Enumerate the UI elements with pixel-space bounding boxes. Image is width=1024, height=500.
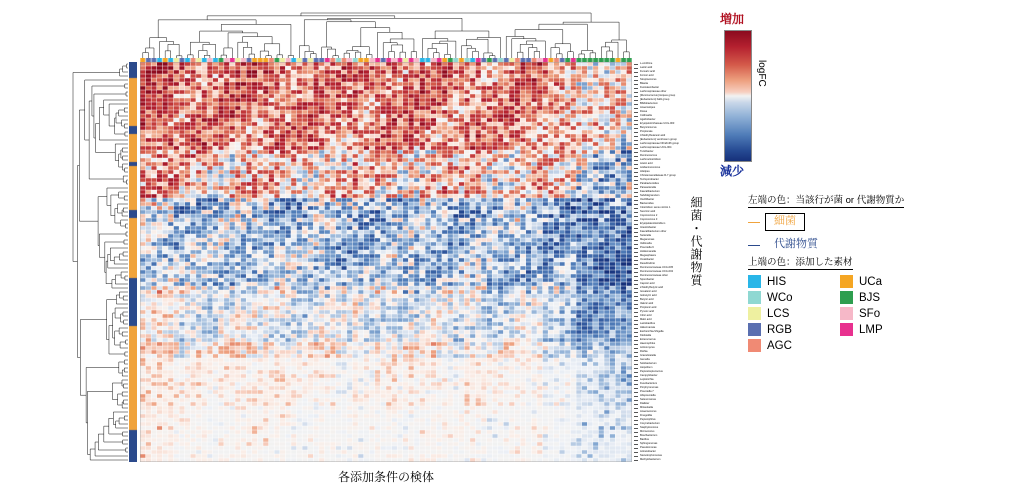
row-label: Oxalobacter — [640, 257, 654, 261]
row-tick — [634, 112, 638, 113]
row-label: Parasutterella — [640, 185, 657, 189]
row-tick — [634, 68, 638, 69]
row-tick — [634, 448, 638, 449]
color-swatch-icon — [840, 291, 853, 304]
col-legend-title: 上端の色：添加した素材 — [748, 254, 853, 270]
row-label: Stenotrophomonas — [640, 453, 662, 457]
row-tick — [634, 120, 638, 121]
color-swatch-icon — [840, 275, 853, 288]
row-tick — [634, 280, 638, 281]
row-tick — [634, 440, 638, 441]
row-tick — [634, 316, 638, 317]
row-tick — [634, 352, 638, 353]
row-tick — [634, 80, 638, 81]
row-label: Fumaric acid — [640, 69, 655, 73]
col-legend-item-agc — [748, 339, 826, 352]
row-tick — [634, 200, 638, 201]
row-tick — [634, 172, 638, 173]
column-dendrogram — [140, 10, 632, 58]
row-label: Faecalibacterium — [640, 189, 660, 193]
row-tick — [634, 272, 638, 273]
row-tick — [634, 160, 638, 161]
row-label: Staphylococcus — [640, 425, 659, 429]
row-dendrogram — [70, 62, 128, 462]
row-annotation-bar — [129, 62, 137, 462]
row-label: Isobutyric acid — [640, 293, 657, 297]
row-label: Akkermansia — [640, 325, 655, 329]
row-label: Collinsella — [640, 113, 652, 117]
color-swatch-icon — [840, 323, 853, 336]
row-label: Ruminococcaceae UCG-002 — [640, 269, 674, 273]
row-tick — [634, 300, 638, 301]
row-label: Alloprevotella — [640, 393, 656, 397]
row-label: [Ruminococcus] torques group — [640, 93, 676, 97]
row-label: Veillonella — [640, 241, 652, 245]
row-label: Butyric acid — [640, 297, 654, 301]
row-label: Megamonas — [640, 237, 655, 241]
row-label: Propionic acid — [640, 305, 657, 309]
row-label: 3-Methylbutanoic acid — [640, 133, 666, 137]
row-tick — [634, 228, 638, 229]
row-tick — [634, 88, 638, 89]
row-tick — [634, 380, 638, 381]
heatmap-canvas — [140, 62, 632, 462]
row-label: Leptotrichia — [640, 377, 654, 381]
row-label: Erysipelotrichaceae UCG-003 — [640, 121, 675, 125]
col-legend-item-bjs — [840, 291, 918, 304]
row-tick — [634, 72, 638, 73]
row-tick — [634, 328, 638, 329]
row-tick — [634, 76, 638, 77]
row-tick — [634, 208, 638, 209]
row-tick — [634, 332, 638, 333]
row-label: Atopobium — [640, 365, 653, 369]
row-tick — [634, 304, 638, 305]
row-label: Acetic acid — [640, 161, 653, 165]
row-tick — [634, 144, 638, 145]
dash-icon — [748, 245, 760, 246]
row-label: Christensenellaceae R-7 group — [640, 173, 676, 177]
row-tick — [634, 252, 638, 253]
row-tick — [634, 84, 638, 85]
row-tick — [634, 196, 638, 197]
row-tick — [634, 308, 638, 309]
row-label: Megasphaera — [640, 253, 656, 257]
row-label: Caproic acid — [640, 281, 655, 285]
row-label: Pseudomonas — [640, 445, 657, 449]
row-label: Haemophilus — [640, 341, 656, 345]
col-legend-item-sfo — [840, 307, 918, 320]
row-tick — [634, 444, 638, 445]
row-label: Agathobacter — [640, 117, 656, 121]
row-label: Lachnoclostridium — [640, 157, 661, 161]
row-label: Granulicatella — [640, 353, 656, 357]
row-label: Faecalibacterium other — [640, 229, 667, 233]
row-tick — [634, 92, 638, 93]
row-tick — [634, 220, 638, 221]
row-tick — [634, 140, 638, 141]
colorbar-bottom-label: 減少 — [720, 164, 745, 178]
row-label: Propionate — [640, 129, 653, 133]
row-label: Dorea — [640, 109, 648, 113]
col-legend-label: LMP — [859, 323, 883, 336]
row-tick — [634, 180, 638, 181]
row-label: Anaerococcus — [640, 409, 657, 413]
row-tick — [634, 212, 638, 213]
row-label: Oscillibacter — [640, 197, 655, 201]
col-legend-item-rgb — [748, 323, 826, 336]
row-tick — [634, 136, 638, 137]
row-label: Micrococcus — [640, 429, 655, 433]
row-tick — [634, 232, 638, 233]
row-label: Bacillus — [640, 437, 649, 441]
row-tick — [634, 260, 638, 261]
row-tick — [634, 256, 638, 257]
col-legend-label: SFo — [859, 307, 881, 320]
row-label: Acidaminococcus — [640, 165, 661, 169]
row-label: Clostridium sensu stricto 1 — [640, 205, 671, 209]
row-label: Isovaleric acid — [640, 289, 657, 293]
row-label: Bifidobacterium — [640, 101, 658, 105]
row-tick — [634, 168, 638, 169]
row-label: Peptoniphilus — [640, 417, 656, 421]
row-label: Subdoligranulum — [640, 193, 660, 197]
row-tick — [634, 236, 638, 237]
dash-icon — [748, 222, 760, 223]
row-tick — [634, 432, 638, 433]
color-swatch-icon — [748, 339, 761, 352]
row-label: Dialister — [640, 401, 650, 405]
x-axis-title: 各添加条件の検体 — [337, 470, 434, 484]
row-tick — [634, 456, 638, 457]
col-legend-item-lmp — [840, 323, 918, 336]
row-label: [Eubacterium] ventriosum group — [640, 137, 677, 141]
row-label: Klebsiella — [640, 333, 652, 337]
col-legend-grid — [748, 275, 988, 352]
row-tick — [634, 152, 638, 153]
row-label: Enterococcus — [640, 337, 656, 341]
row-tick — [634, 284, 638, 285]
row-label: L-ornithine — [640, 62, 653, 65]
color-swatch-icon — [748, 291, 761, 304]
row-label: Sporobacter — [640, 277, 655, 281]
row-label: Sutterella — [640, 233, 651, 237]
row-tick — [634, 392, 638, 393]
row-label: [Eubacterium] hallii group — [640, 97, 670, 101]
row-label: Corynebacterium — [640, 421, 660, 425]
color-swatch-icon — [748, 275, 761, 288]
col-legend-label: RGB — [767, 323, 792, 336]
col-legend-item-lcs — [748, 307, 826, 320]
row-tick — [634, 248, 638, 249]
row-tick — [634, 436, 638, 437]
row-legend-label-metabolite: 代謝物質 — [765, 236, 827, 254]
col-legend-label: AGC — [767, 339, 792, 352]
row-label: Streptococcus — [640, 77, 657, 81]
row-label: Lactobacillus — [640, 321, 655, 325]
row-label: Ruminococcus — [640, 153, 658, 157]
row-label: Fusicatenibacter — [640, 85, 660, 89]
row-label: Butyricicoccus — [640, 125, 657, 129]
row-tick — [634, 224, 638, 225]
row-tick — [634, 416, 638, 417]
row-tick — [634, 132, 638, 133]
row-tick — [634, 336, 638, 337]
colorbar-legend — [700, 8, 810, 188]
row-tick — [634, 204, 638, 205]
row-label: Citric acid — [640, 313, 652, 317]
row-tick — [634, 100, 638, 101]
row-label: Lachnospiraceae other — [640, 89, 667, 93]
row-tick — [634, 264, 638, 265]
color-swatch-icon — [840, 307, 853, 320]
row-label: Brevibacterium — [640, 433, 658, 437]
row-tick — [634, 408, 638, 409]
row-tick — [634, 412, 638, 413]
row-tick — [634, 344, 638, 345]
row-label: Prevotella 9 — [640, 245, 654, 249]
row-tick — [634, 292, 638, 293]
col-legend-item-his — [748, 275, 826, 288]
row-label: Valeric acid — [640, 301, 654, 305]
row-annotation-legend — [748, 190, 978, 254]
row-label: Fusobacterium — [640, 381, 658, 385]
row-tick — [634, 184, 638, 185]
row-label: Bacteroides — [640, 201, 654, 205]
row-label: Coprococcus 2 — [640, 213, 658, 217]
row-tick — [634, 420, 638, 421]
col-legend-label: LCS — [767, 307, 790, 320]
row-label: Ruminococcaceae other — [640, 273, 668, 277]
row-label: Escherichia-Shigella — [640, 329, 664, 333]
row-legend-title: 左端の色：当該行が菌 or 代謝物質か — [748, 192, 904, 208]
row-label: Rothia — [640, 349, 648, 353]
row-tick — [634, 176, 638, 177]
row-label: Desulfovibrio — [640, 261, 655, 265]
row-label: Formic acid — [640, 73, 654, 77]
col-legend-label: UCa — [859, 275, 883, 288]
row-label: Methylobacterium — [640, 457, 661, 461]
row-tick — [634, 340, 638, 341]
row-tick — [634, 364, 638, 365]
row-tick — [634, 356, 638, 357]
heatmap — [140, 62, 632, 462]
row-label: Actinomyces — [640, 345, 655, 349]
row-label: Gemella — [640, 357, 650, 361]
row-label: Acinetobacter — [640, 449, 656, 453]
colorbar-top-label: 増加 — [720, 12, 745, 26]
row-label: Intestinibacter — [640, 225, 657, 229]
col-legend-label: BJS — [859, 291, 881, 304]
row-tick — [634, 460, 638, 461]
row-tick — [634, 396, 638, 397]
row-tick — [634, 360, 638, 361]
row-label: Porphyromonas — [640, 385, 659, 389]
row-tick — [634, 188, 638, 189]
row-label: Lachnospiraceae UCG-004 — [640, 145, 672, 149]
row-label: Alistipes — [640, 169, 650, 173]
column-annotation-legend — [748, 252, 988, 352]
row-legend-label-bacteria: 細菌 — [765, 213, 805, 231]
row-tick — [634, 64, 638, 65]
row-label: Finegoldia — [640, 413, 652, 417]
col-legend-label: HIS — [767, 275, 787, 288]
row-tick — [634, 428, 638, 429]
row-label: Lachnospiraceae NK4A136 group — [640, 141, 679, 145]
row-tick — [634, 384, 638, 385]
row-label: Mitsuokella — [640, 405, 653, 409]
y-axis-title: 細菌・代謝物質 — [689, 196, 703, 287]
row-tick — [634, 192, 638, 193]
row-label: Terrisporobacter — [640, 177, 659, 181]
row-legend-item-bacteria — [748, 213, 978, 231]
row-tick — [634, 320, 638, 321]
row-tick — [634, 156, 638, 157]
row-label: Erysipelatoclostridium — [640, 221, 666, 225]
row-tick — [634, 372, 638, 373]
row-label: Parabacteroides — [640, 181, 659, 185]
color-swatch-icon — [748, 307, 761, 320]
row-label: Succinic acid — [640, 209, 656, 213]
colorbar-title: logFC — [756, 60, 767, 87]
row-tick — [634, 96, 638, 97]
row-tick — [634, 404, 638, 405]
row-tick — [634, 148, 638, 149]
row-tick — [634, 124, 638, 125]
row-label: Campylobacter — [640, 373, 658, 377]
row-tick — [634, 452, 638, 453]
row-tick — [634, 348, 638, 349]
row-tick — [634, 104, 638, 105]
row-tick — [634, 216, 638, 217]
row-tick — [634, 424, 638, 425]
row-label: Holdemanella — [640, 249, 656, 253]
col-legend-item-wco — [748, 291, 826, 304]
row-label: Prevotella 7 — [640, 389, 654, 393]
row-tick — [634, 312, 638, 313]
row-tick — [634, 296, 638, 297]
row-label: Ruminococcaceae UCG-005 — [640, 265, 674, 269]
row-tick — [634, 368, 638, 369]
row-label: Turicibacter — [640, 149, 654, 153]
row-tick — [634, 400, 638, 401]
row-tick — [634, 288, 638, 289]
row-label: Pyruvic acid — [640, 309, 654, 313]
row-tick — [634, 244, 638, 245]
row-label: Selenomonas — [640, 397, 656, 401]
row-tick — [634, 324, 638, 325]
row-tick — [634, 388, 638, 389]
row-label: 2-Methylbutyric acid — [640, 285, 664, 289]
row-label: Sphingomonas — [640, 441, 658, 445]
col-legend-item-uca — [840, 275, 918, 288]
row-label: Blautia — [640, 81, 648, 85]
row-tick — [634, 116, 638, 117]
row-label: Solobacterium — [640, 361, 657, 365]
row-label: Anaerostipes — [640, 105, 656, 109]
row-label: Malic acid — [640, 317, 652, 321]
color-swatch-icon — [748, 323, 761, 336]
row-tick — [634, 108, 638, 109]
row-tick — [634, 376, 638, 377]
col-legend-label: WCo — [767, 291, 793, 304]
row-label: Peptostreptococcus — [640, 369, 663, 373]
row-label: Lactic acid — [640, 65, 653, 69]
row-label: Coprococcus 3 — [640, 217, 658, 221]
colorbar-gradient — [724, 30, 752, 162]
row-tick — [634, 268, 638, 269]
row-tick — [634, 240, 638, 241]
row-tick — [634, 164, 638, 165]
row-tick — [634, 276, 638, 277]
row-tick — [634, 128, 638, 129]
